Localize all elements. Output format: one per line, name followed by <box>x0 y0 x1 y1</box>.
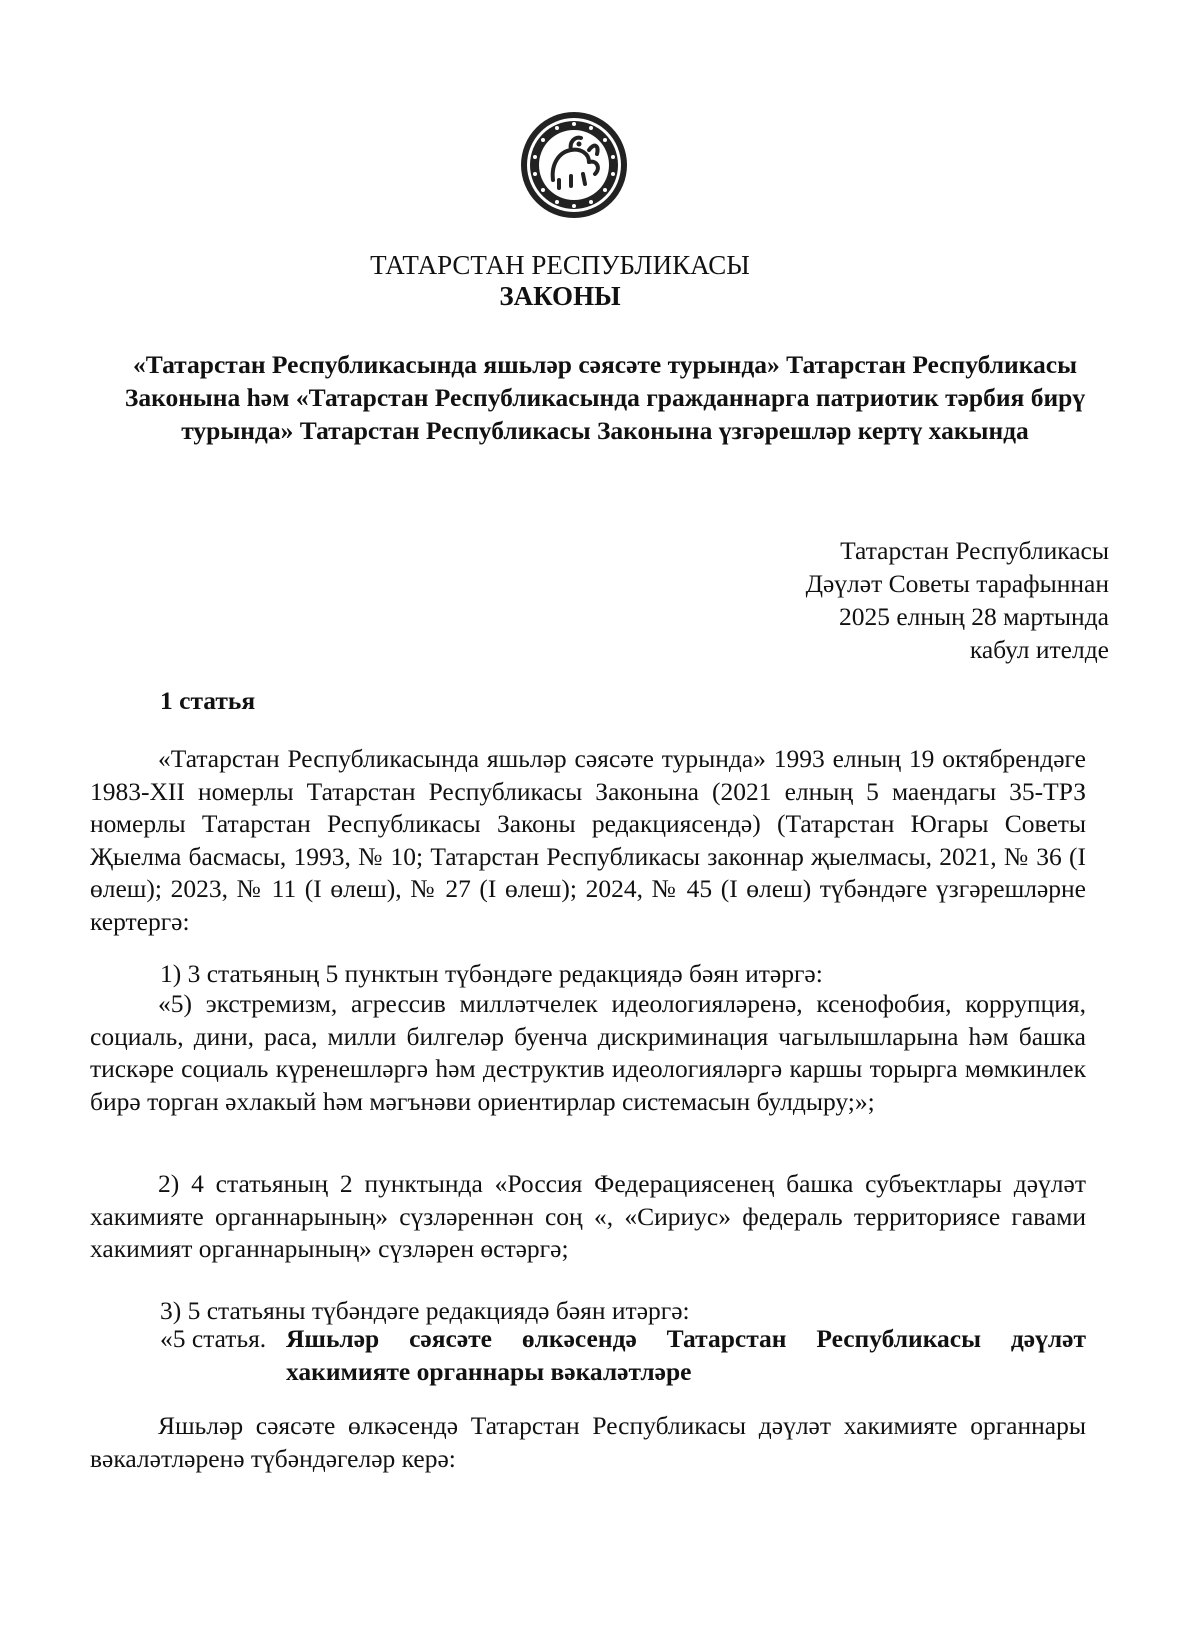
article-heading: 1 статья <box>160 686 256 715</box>
tatarstan-emblem-icon <box>519 110 629 220</box>
article-5-text-paragraph: Яшьләр сәясәте өлкәсендә Татарстан Республикасы дәүләт хакимияте органнары вәкаләтләренә түбәндәгеләр керә: <box>90 1411 1086 1473</box>
article-intro-paragraph: «Татарстан Республикасында яшьләр сәясәте турында» 1993 елның 19 октябрендәге 1983-XII номерлы Татарстан Республикасы Законына (2021 елның 5 маендагы 35-ТРЗ номерлы Татарстан Республикасы Законы редакциясендә) (Татарстан Югары Советы Җыелма басмасы, 1993, № 10; Татарстан Республикасы законнар җыелмасы, 2021, № 36 (I өлеш); 2023, № 11 (I өлеш), № 27 (I өлеш); 2024, № 45 (I өлеш) түбәндәге үзгәрешләрне кертергә: <box>90 744 1086 936</box>
item-3-paragraph: 3) 5 статьяны түбәндәге редакциядә бәян итәргә: <box>160 1296 690 1325</box>
adoption-line: 2025 елның 28 мартында <box>838 602 1109 631</box>
adoption-line: Татарстан Республикасы <box>840 536 1109 565</box>
item-1-paragraph: 1) 3 статьяның 5 пунктын түбәндәге редакциядә бәян итәргә: <box>160 959 823 988</box>
article-5-title: Яшьләр сәясәте өлкәсендә Татарстан Республикасы дәүләт хакимияте органнары вәкаләтләре <box>286 1324 1086 1386</box>
article-5-heading <box>160 1323 1086 1388</box>
item-2-paragraph: 2) 4 статьяның 2 пунктында «Россия Федерациясенең башка субъектлары дәүләт хакимияте органнарының» сүзләреннән соң «, «Сириус» федераль территориясе гавами хакимият органнарының» сүзләрен өстәргә; <box>90 1169 1086 1263</box>
law-title: «Татарстан Республикасында яшьләр сәясәте турында» Татарстан Республикасы Законына һәм «Татарстан Республикасында гражданнарга патриотик тәрбия бирү турында» Татарстан Республикасы Законына үзгәрешләр кертү хакында <box>124 350 1086 445</box>
adoption-line: кабул ителде <box>969 635 1109 664</box>
article-5-label: «5 статья. <box>160 1324 267 1353</box>
header-law: ЗАКОНЫ <box>499 281 621 311</box>
item-1-text-paragraph: «5) экстремизм, агрессив милләтчелек идеологияләренә, ксенофобия, коррупция, социаль, дини, раса, милли билгеләр буенча дискриминация чагылышларына һәм башка тискәре социаль күренешләргә һәм деструктив идеологияләргә каршы торырга мөмкинлек бирә торган әхлакый һәм мәгънәви ориентирлар системасын булдыру;»; <box>90 989 1086 1116</box>
header-republic: ТАТАРСТАН РЕСПУБЛИКАСЫ <box>370 250 750 280</box>
adoption-line: Дәүләт Советы тарафыннан <box>805 569 1109 598</box>
adoption-block <box>806 534 1109 666</box>
